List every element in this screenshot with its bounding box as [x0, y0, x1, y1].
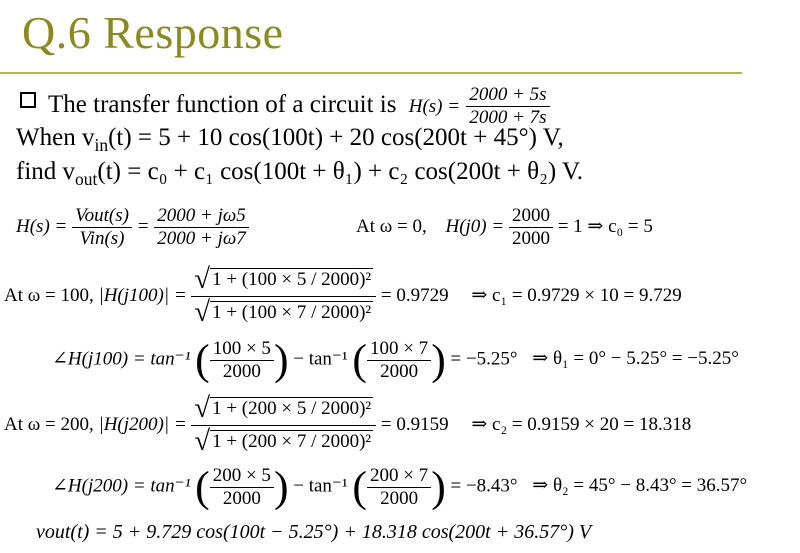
h-ratio-fraction: [72, 205, 132, 250]
transfer-denominator: 2000 + 7s: [469, 107, 547, 128]
w200-ang-mid: − tan⁻¹: [293, 475, 348, 497]
slide-title: Q.6 Response: [22, 7, 284, 58]
w100-mag-num: 1 + (100 × 5 / 2000)²: [212, 269, 372, 291]
w100-ang-mid: − tan⁻¹: [293, 348, 348, 370]
w200-ang-den1: 2000: [222, 487, 261, 509]
h-definition: H(s) = $\frac{\text{Vout(s)}}{\text{Vin(s)}}$ = $\frac{2000 + j\omega 5}{2000 + j\omega 7}$: [16, 205, 249, 250]
transfer-lhs: H(s) =: [408, 96, 461, 118]
w200-c2: ⇒ c₂ = 0.9159 × 20 = 18.318: [471, 413, 692, 435]
w100-theta: ⇒ θ₁ = 0° − 5.25° = −5.25°: [532, 348, 739, 370]
w100-ang-num2: 100 × 7: [367, 338, 431, 361]
w200-mag-rhs: = 0.9159: [380, 413, 449, 435]
w200-ang-num1: 200 × 5: [210, 465, 274, 488]
problem-line-3-sub: out: [75, 169, 98, 190]
w200-ang-lhs: ∠H(j200) = tan⁻¹: [52, 475, 191, 497]
w100-ang-lhs: ∠H(j100) = tan⁻¹: [52, 348, 191, 370]
dc-case: [356, 205, 653, 250]
dc-den: 2000: [511, 228, 550, 249]
dc-num: 2000: [509, 205, 553, 228]
problem-line-2-sub: in: [94, 135, 109, 156]
w200-angle-row: ∠H(j200) = tan⁻¹ ( $\frac{200 \times 5}{2000}$ ) − tan⁻¹ ( $\frac{200 \times 7}{2000}$ ) = −8.43° ⇒ θ₂ = 45° − 8.43° = 36.57°: [52, 463, 748, 511]
w100-angle-row: ∠H(j100) = tan⁻¹ ( $\frac{100 \times 5}{2000}$ ) − tan⁻¹ ( $\frac{100 \times 7}{2000}$ ) = −5.25° ⇒ θ₁ = 0° − 5.25° = −5.25°: [52, 336, 739, 384]
problem-line-3-text: find v: [16, 158, 76, 185]
w100-ang-fraction-2: [367, 338, 431, 383]
problem-line-2: [16, 124, 564, 156]
w200-theta: ⇒ θ₂ = 45° − 8.43° = 36.57°: [532, 475, 748, 497]
dc-lhs: H(j0) =: [445, 215, 505, 237]
h-ratio-den: Vin(s): [79, 228, 125, 249]
w200-magnitude-row: [4, 393, 691, 458]
w100-ang-num1: 100 × 5: [210, 338, 274, 361]
w100-mag-fraction: $\frac{\text{√ 1 + (100 × 5 / 2000)²}}{\text{√ 1 + (100 × 7 / 2000)²}}$: [191, 264, 376, 329]
w200-mag-fraction: $\frac{\text{√ 1 + (200 × 5 / 2000)²}}{\text{√ 1 + (200 × 7 / 2000)²}}$: [191, 393, 376, 458]
problem-line-3-rest: (t) = c₀ + c₁ cos(100t + θ₁) + c₂ cos(200t + θ₂) V.: [97, 158, 584, 185]
dc-label: At ω = 0,: [356, 215, 427, 237]
h-jw-fraction: [154, 205, 249, 250]
w200-mag-den: 1 + (200 × 7 / 2000)²: [212, 431, 372, 453]
w100-ang-den2: 2000: [380, 360, 419, 382]
h-jw-den: 2000 + jω7: [157, 228, 246, 249]
dc-rhs: = 1 ⇒ c₀ = 5: [557, 215, 653, 237]
transfer-numerator: 2000 + 5s: [466, 84, 549, 107]
dc-fraction: [509, 205, 553, 250]
h-ratio-num: Vout(s): [72, 205, 132, 228]
problem-line-2-text: When v: [16, 124, 95, 151]
h-jw-num: 2000 + jω5: [154, 205, 249, 228]
final-answer: vout(t) = 5 + 9.729 cos(100t − 5.25°) + 18.318 cos(200t + 36.57°) V: [36, 521, 592, 543]
w100-mag-den: 1 + (100 × 7 / 2000)²: [212, 302, 372, 324]
h-lhs: H(s) =: [16, 215, 68, 237]
w200-mag-num: 1 + (200 × 5 / 2000)²: [212, 398, 372, 420]
w100-ang-fraction-1: [210, 338, 274, 383]
title-divider: [0, 72, 742, 74]
problem-line-1: [48, 84, 550, 129]
w200-ang-num2: 200 × 7: [367, 465, 431, 488]
w100-mag-rhs: = 0.9729: [380, 284, 449, 306]
w100-mag-lhs: |H(j100)| =: [98, 284, 187, 306]
w100-c1: ⇒ c₁ = 0.9729 × 10 = 9.729: [471, 284, 682, 306]
w200-ang-den2: 2000: [380, 487, 419, 509]
transfer-fraction: [466, 84, 549, 129]
w100-ang-rhs: = −5.25°: [450, 348, 518, 370]
problem-line-3: [16, 158, 583, 190]
w200-ang-rhs: = −8.43°: [450, 475, 518, 497]
square-bullet-icon: [20, 92, 36, 108]
w200-mag-lhs: |H(j200)| =: [98, 413, 187, 435]
w100-ang-den1: 2000: [222, 360, 261, 382]
problem-text: The transfer function of a circuit is: [48, 91, 397, 119]
w200-ang-fraction-1: [210, 465, 274, 510]
w100-label: At ω = 100,: [4, 284, 94, 306]
w100-magnitude-row: [4, 264, 682, 329]
w200-label: At ω = 200,: [4, 413, 94, 435]
w200-ang-fraction-2: [367, 465, 431, 510]
problem-line-2-rest: (t) = 5 + 10 cos(100t) + 20 cos(200t + 45°) V,: [108, 124, 564, 151]
